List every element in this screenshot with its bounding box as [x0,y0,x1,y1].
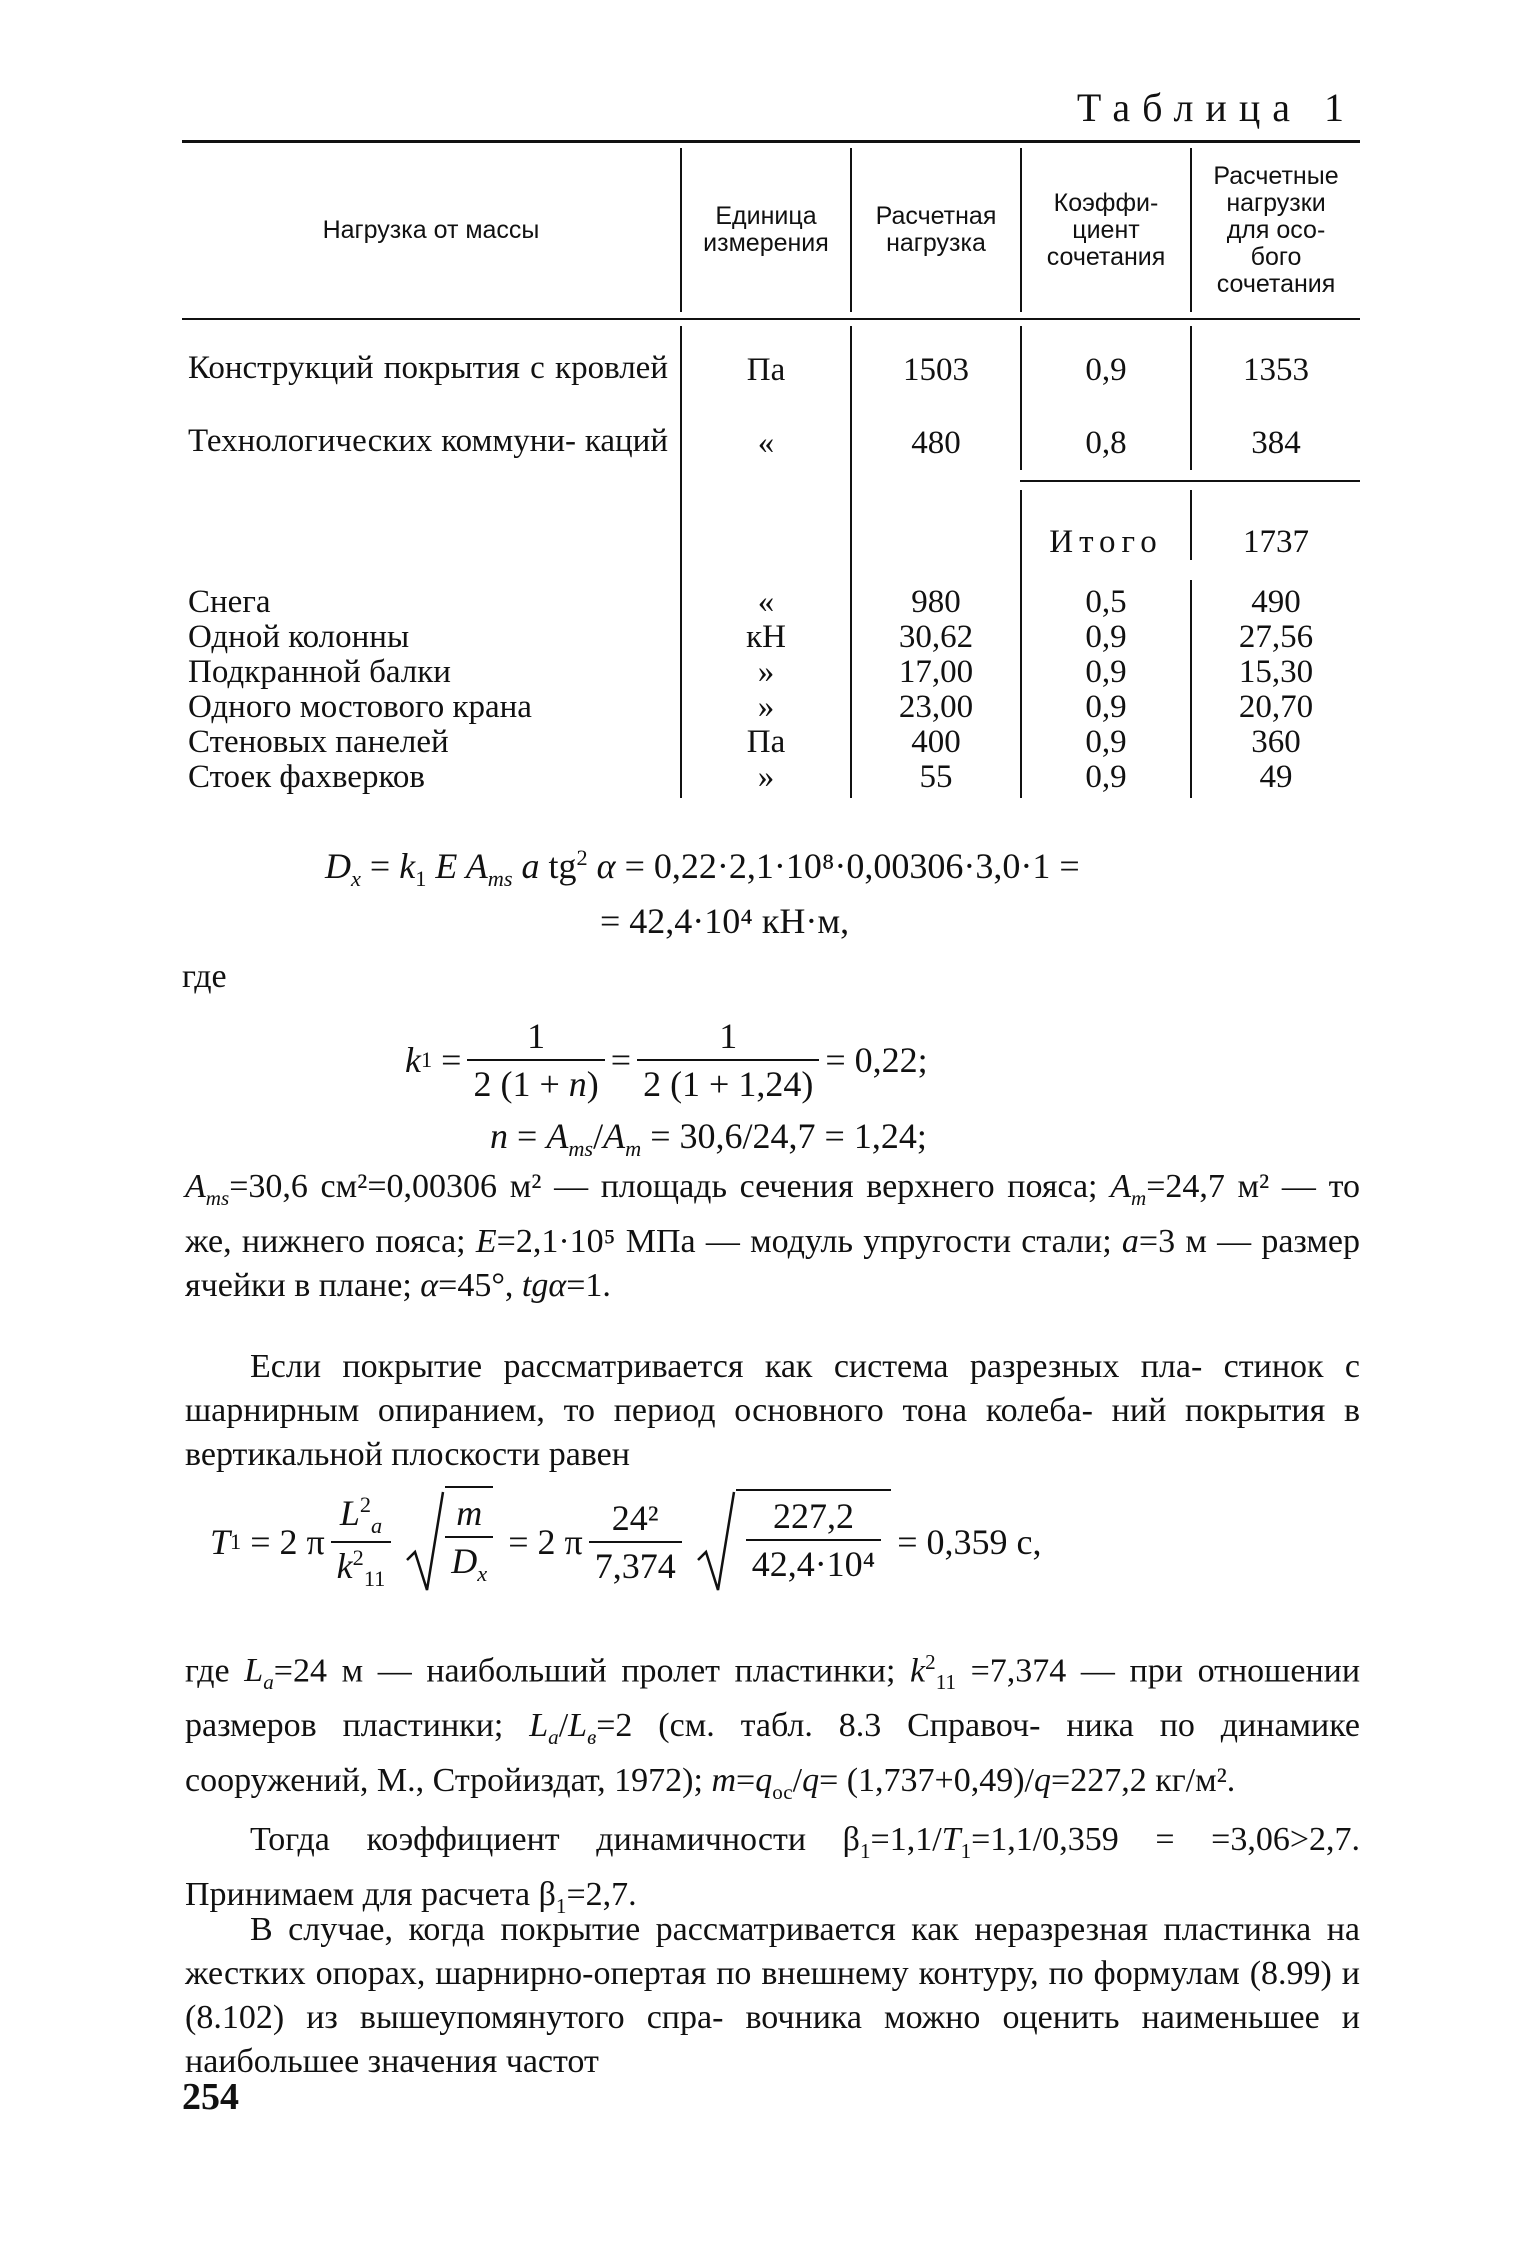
paragraph-continuous-plate: В случае, когда покрытие рассматривается как неразрезная пластинка на жестких опорах, шарнирно-опертая по внешнему контуру, по формулам (8.99) и (8.102) из вышеупомянутого спра- вочника можно оценить наименьшее и наибольшее значения частот [185,1911,1360,2080]
table-row-name: Технологических коммуни- каций [188,423,668,459]
table-row-name: Одного мостового крана [188,689,532,725]
text-span: =7,374 — при отношении размеров пластинки; [185,1652,1361,1745]
table-cell-design: 480 [911,425,961,461]
text-span: = (1,737+0,49)/ [819,1761,1035,1799]
header-special-load: Расчетные нагрузки для осо- бого сочетания [1213,161,1339,298]
loads-table [182,140,1360,798]
text-span: =2 (см. табл. 8.3 Справоч- ника по динамике сооружений, М., Стройиздат, 1972); [185,1707,1361,1799]
table-cell-unit: кН [746,619,786,655]
table-cell-special: 1353 [1243,352,1309,388]
text-span: Тогда коэффициент динамичности [250,1821,807,1858]
formula-dx: $D_x = k_1$ E $A_{ms}$ a $tg^2$ α = 0,22·2,1·10⁸·0,00306·3,0·1 = [325,845,1080,892]
formula-k1-value: = 0,22; [825,1040,928,1080]
table-row-name: Стеновых панелей [188,724,449,760]
text-span: =24,7 м² — то же, нижнего пояса; [185,1168,1360,1260]
table-total-value: 1737 [1243,524,1309,560]
header-coefficient: Коэффи- циент сочетания [1046,188,1166,271]
table-caption: Таблица 1 [1076,85,1356,130]
table-cell-special: 49 [1259,759,1293,795]
paragraph-period: Если покрытие рассматривается как система разрезных пла- стинок с шарнирным опиранием, то период основного тона колеба- ний покрытия в вертикальной плоскости равен [185,1348,1360,1473]
text-span: =1,1/0,359 = =3,06>2,7. Принимаем для расчета [185,1821,1360,1913]
table-cell-unit: « [757,425,775,461]
text-span: =30,6 см²=0,00306 м² — площадь сечения верхнего пояса; [229,1168,1098,1205]
text-span: =1,1/ [870,1821,942,1858]
table-cell-special: 384 [1251,425,1301,461]
formula-t1-denominator: 7,374 [589,1541,682,1587]
table-cell-unit: » [757,689,775,725]
table-top-rule [182,140,1360,143]
formula-dx-result: = 42,4·10⁴ кН·м, [600,901,850,941]
table-cell-coef: 0,9 [1085,352,1127,388]
page-number: 254 [182,2076,239,2118]
sqrt-symbol [405,1490,445,1594]
formula-n-value: = 30,6/24,7 = 1,24; [650,1116,927,1156]
table-cell-coef: 0,9 [1085,619,1127,655]
text-span: =3 м — размер ячейки в плане; [185,1222,1360,1304]
table-cell-coef: 0,9 [1085,654,1127,690]
text-span: =227,2 кг/м². [1051,1761,1236,1799]
text-span: =1. [566,1266,611,1304]
header-load: Нагрузка от массы [322,215,540,244]
formula-t1-rad-denominator: 42,4·10⁴ [746,1539,882,1585]
text-span: =45°, [438,1266,514,1304]
paragraph-where-la: где $L_a=24$ м — наибольший пролет пластинки; $k^2_{11} =7,374$ — при отношении размеров пластинки; $L_a/L_в=2$ (см. табл. 8.3 Справоч- ника по динамике сооружений, М., Стройиздат, 1972); $m=q_{ос}/q= (1,737+0,49)/q=227,2$ кг/м². [185,1650,1361,1804]
table-cell-design: 30,62 [898,619,974,655]
table-cell-special: 27,56 [1238,619,1314,655]
table-row-name: Одной колонны [188,619,410,655]
paragraph-dynamic-coef: Тогда коэффициент динамичности $\beta_1=1,1/T_1=1,1/0,359 = =3,06>2,7$. Принимаем для расчета $\beta_1=2,7$. [185,1821,1360,1918]
table-row-name: Снега [188,584,271,620]
table-cell-coef: 0,9 [1085,759,1127,795]
formula-n: $n = A_{ms}/A_m = 30,6/24,7 = 1,24$; [490,1116,927,1162]
table-cell-design: 400 [911,724,961,760]
table-cell-unit: « [757,584,775,620]
table-cell-coef: 0,9 [1085,689,1127,725]
table-cell-design: 55 [919,759,953,795]
formula-t1-numerator: 24² [611,1498,659,1538]
table-row-name: Подкранной балки [188,654,451,690]
formula-dx-value: = 0,22·2,1·10⁸·0,00306·3,0·1 = [624,846,1080,886]
table-cell-design: 980 [911,584,961,620]
table-cell-special: 360 [1251,724,1301,760]
header-design-load: Расчетная нагрузка [875,202,997,257]
table-row-name: Стоек фахверков [188,759,425,795]
subtotal-rule [1020,480,1360,482]
table-cell-coef: 0,8 [1085,425,1127,461]
table-cell-design: 17,00 [898,654,974,690]
table-cell-coef: 0,9 [1085,724,1127,760]
table-cell-unit: Па [746,724,786,760]
text-span: =2,7. [566,1875,637,1913]
formula-t1-rad-numerator: 227,2 [772,1496,854,1536]
table-cell-design: 1503 [903,352,969,388]
formula-t1: T 1 = 2 π $\frac{L^2_a}{k^2_{11}}$ $\frac{m}{D_x}$ = 2 π $\frac{\text{24²}}{7,374}$ $\frac{227,2}{\text{42,4·10⁴}}$ = 0,359 с, [210,1490,1042,1594]
formula-k1-denominator: 2 (1 + 1,24) [637,1059,819,1105]
table-cell-unit: » [757,654,775,690]
table-row-name: Конструкций покрытия с кровлей [188,350,668,386]
table-cell-unit: » [757,759,775,795]
table-cell-special: 15,30 [1238,654,1314,690]
formula-k1: k 1 = $\frac{1}{2 (1 + n)}$ = $\frac{1}{2 (1 + 1,24)}$ = 0,22; [405,1016,928,1104]
table-total-label: Итого [1049,524,1163,560]
sqrt-symbol [696,1490,736,1594]
table-header-rule [182,318,1360,320]
table-cell-coef: 0,5 [1085,584,1127,620]
header-unit: Единица измерения [703,202,829,257]
formula-t1-result: = 0,359 с, [897,1522,1042,1562]
definitions-paragraph: $A_{ms}=30,6$ см²=0,00306 м² — площадь сечения верхнего пояса; $A_m=24,7$ м² — то же, нижнего пояса; E=2,1·10⁵ МПа — модуль упругости стали; a=3 м — размер ячейки в плане; α=45°, tgα=1. [185,1168,1360,1304]
table-cell-design: 23,00 [898,689,974,725]
text-span: =2,1·10⁵ МПа — модуль упругости стали; [496,1222,1112,1260]
text-span: где [185,1652,230,1690]
text-span: =24 м — наибольший пролет пластинки; [273,1652,896,1690]
table-cell-unit: Па [746,352,786,388]
where-label: где [182,958,227,995]
table-cell-special: 490 [1251,584,1301,620]
table-cell-special: 20,70 [1238,689,1314,725]
